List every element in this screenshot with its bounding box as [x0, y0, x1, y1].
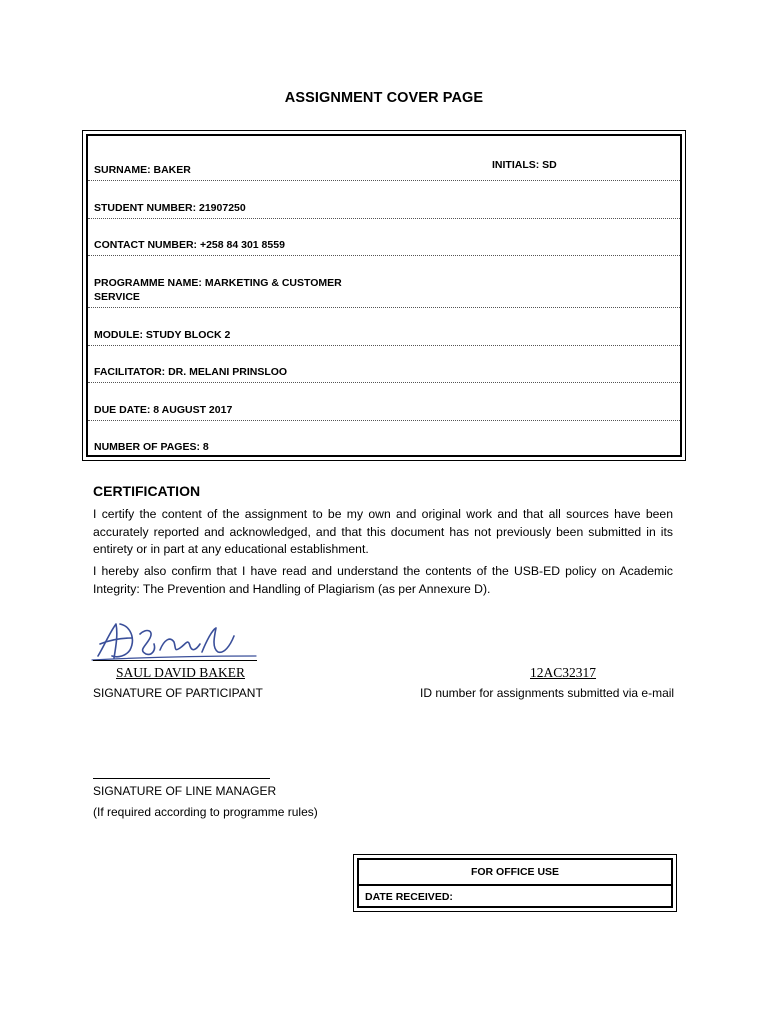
date-received-field: DATE RECEIVED: — [365, 891, 453, 903]
certification-paragraph-2: I hereby also confirm that I have read and understand the contents of the USB-ED policy on Academic Integrity: The Prevention and Handling of Plagiarism (as per Annexure D). — [93, 564, 673, 596]
due-date-field: DUE DATE: 8 AUGUST 2017 — [94, 404, 233, 416]
office-use-title: FOR OFFICE USE — [470, 866, 560, 878]
line-manager-signature-line — [93, 778, 270, 779]
id-number: 12AC32317 — [530, 665, 597, 680]
programme-name-line1: PROGRAMME NAME: MARKETING & CUSTOMER — [94, 277, 342, 289]
module-field: MODULE: STUDY BLOCK 2 — [94, 329, 231, 341]
participant-name: SAUL DAVID BAKER — [116, 665, 246, 680]
participant-signature-line — [93, 660, 257, 661]
field-divider — [88, 307, 680, 308]
certification-paragraph-1: I certify the content of the assignment to be my own and original work and that all sources have been accurately reported and acknowledged, and that this document has not previously been submitted in its entirety or in part at any educational establishment. — [93, 507, 673, 557]
certification-heading: CERTIFICATION — [93, 483, 201, 499]
line-manager-signature-label: SIGNATURE OF LINE MANAGER — [93, 784, 277, 798]
field-divider — [88, 218, 680, 219]
field-divider — [88, 180, 680, 181]
field-divider — [88, 382, 680, 383]
student-info-box — [82, 130, 686, 461]
field-divider — [88, 255, 680, 256]
id-number-label: ID number for assignments submitted via e-mail — [420, 686, 675, 700]
handwritten-signature-image — [90, 616, 260, 666]
number-of-pages-field: NUMBER OF PAGES: 8 — [94, 441, 209, 453]
participant-signature-label: SIGNATURE OF PARTICIPANT — [93, 686, 263, 700]
field-divider — [88, 345, 680, 346]
facilitator-field: FACILITATOR: DR. MELANI PRINSLOO — [94, 366, 288, 378]
office-use-box — [353, 854, 677, 912]
student-number-field: STUDENT NUMBER: 21907250 — [94, 202, 246, 214]
programme-name-field — [94, 276, 342, 304]
student-info-box-inner — [86, 134, 682, 457]
programme-name-line2: SERVICE — [94, 291, 140, 303]
page-title: ASSIGNMENT COVER PAGE — [284, 90, 484, 106]
initials-field: INITIALS: SD — [492, 159, 557, 171]
surname-field: SURNAME: BAKER — [94, 164, 191, 176]
office-use-divider — [359, 884, 671, 886]
contact-number-field: CONTACT NUMBER: +258 84 301 8559 — [94, 239, 285, 251]
office-use-box-inner — [357, 858, 673, 908]
line-manager-note: (If required according to programme rules) — [93, 805, 318, 819]
field-divider — [88, 420, 680, 421]
